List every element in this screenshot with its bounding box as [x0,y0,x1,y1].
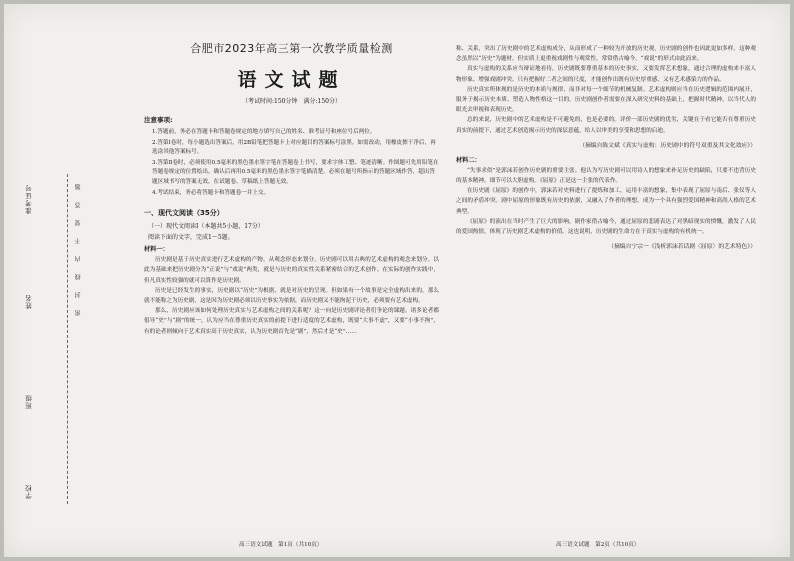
subsection-heading: （一）现代文阅读Ⅰ（本题共5小题，17分） [148,223,264,231]
exam-sheet [4,4,790,557]
notes-heading: 注意事项: [144,116,173,124]
class-label: 班级 [25,394,33,409]
paragraph: 称、关系，突出了历史剧中的艺术虚构成分，从而形成了一种较为开放的历史观，历史剧的创作也因此更加多样。这种观念虽然以“历史”为题材，但实质上更重视戏剧性与观赏性，常常借古喻今，“戏说”的形式由此而来。 [456,46,756,63]
source-citation: （摘编自宁宗一《浅析郭沫若话剧〈屈原〉的艺术特色》） [608,244,756,251]
page-footer-left: 高三语文试题 第1页（共10页） [239,542,323,548]
paragraph: 真实与虚构的关系应当辩证地看待，历史剧既要尊重基本的历史事实，又要发挥艺术想象，通过合理的虚构来丰富人物形象、增强戏剧冲突。只有把握好二者之间的尺度，才能创作出既有历史厚重感、又有艺术感染力的作品。 [456,66,756,83]
note-item: 1.答题前，务必在答题卡和答题卷规定的地方填写自己的姓名、准考证号和座位号后两位。 [152,129,376,135]
source-citation: （摘编自陈文斌《真实与虚构：历史剧中的符号双重及其文化效应》） [579,142,756,149]
binding-line [67,174,68,504]
binding-area [12,144,132,544]
material-label: 材料二： [456,156,481,164]
paragraph: 历史是已经发生的事实，历史剧以“历史”为根据，就是对历史的呈现。但如果有一个故事是完全虚构出来的，那么就不能称之为历史剧，这是因为历史剧必须以历史事实为依据，而历史剧又不能拘泥于历史，必须要有艺术虚构。 [144,287,439,304]
school-label: 学校 [25,484,33,499]
seal-line-text: 密 封 线 内 不 要 答 题 [75,184,82,316]
material-label: 材料一： [144,246,169,254]
subject-title: 语文试题 [237,69,346,91]
exam-info: （考试时间:150分钟 满分:150分） [242,98,341,105]
left-page [144,40,439,337]
paragraph: 总的来说，历史剧中的艺术虚构是不可避免的，也是必要的。评价一部历史剧的优劣，关键在于看它能否在尊重历史真实的前提下，通过艺术创造揭示历史的深层意蕴，给人以审美的享受和思想的启迪。 [456,117,756,134]
paragraph: “失事求似”是郭沫若创作历史剧的重要主张。他认为写历史剧可以用诗人的想象来补足历史的缺陷，只要不违背历史的基本精神，细节可以大胆虚构。《屈原》正是这一主张的代表作。 [456,167,756,185]
note-item: 2.答第Ⅰ卷时，每小题选出答案后，用2B铅笔把答题卡上对应题目的答案标号涂黑。如需改动，用橡皮擦干净后，再选涂其他答案标号。 [152,139,436,156]
paragraph: 在历史剧《屈原》的创作中，郭沫若对史料进行了提炼和加工，运用丰富的想象，集中表现了屈原与南后、张仪等人之间的矛盾冲突。剧中屈原的形象既有历史的依据，又融入了作者的理想，成为一个具有强烈爱国精神和高尚人格的艺术典型。 [456,188,756,215]
admission-number-label: 准考证号 [25,184,33,214]
right-page [456,44,756,256]
name-label: 姓名 [25,294,33,309]
note-item: 3.答第Ⅱ卷时，必须使用0.5毫米的黑色墨水签字笔在答题卷上书写，要求字体工整、笔迹清晰。作图题可先用铅笔在答题卷规定的位置绘出，确认后再用0.5毫米的黑色墨水签字笔描清楚。必须在题号所指示的答题区域作答，超出答题区域书写的答案无效，在试题卷、草稿纸上答题无效。 [152,159,439,185]
exam-title: 合肥市2023年高三第一次教学质量检测 [190,42,393,55]
paragraph: 那么，历史剧应该如何处理历史真实与艺术虚构之间的关系呢？这一向是历史剧评论者们争论的课题。诸多论者都倡导“史”与“剧”的统一，认为应当在尊重历史真实的前提下进行适度的艺术虚构，既要“大事不虚”，又要“小事不拘”，有的论者则倾向于艺术真实高于历史真实，认为历史剧首先是“剧”，然后才是“史”…… [144,308,439,335]
paragraph: 《屈原》的演出在当时产生了巨大的影响。剧作家借古喻今，通过屈原的悲剧表达了对黑暗现实的愤慨，激发了人民的爱国热情，体现了历史剧艺术虚构的价值。这也说明，历史剧的生命力在于真实与虚构的有机统一。 [456,218,756,236]
instruction: 阅读下面的文字，完成1～5题。 [148,234,234,242]
paragraph: 历史真实所体现的是历史的本质与规律，而非对每一个细节的机械复制。艺术虚构则应当在历史逻辑的范围内展开，服务于揭示历史本质、塑造人物性格这一目的。历史剧创作者需要在深入研究史料的基础上，把握时代精神，以当代人的眼光去审视和表现历史。 [456,86,756,114]
note-item: 4.考试结束，务必将答题卡和答题卷一并上交。 [152,189,270,196]
page-footer-right: 高三语文试题 第2页（共10页） [556,542,640,548]
section-heading: 一、现代文阅读（35分） [144,209,224,218]
paragraph: 历史剧是基于历史真实进行艺术虚构的产物。从观念形态来划分，历史剧可以用古典的艺术虚构的观念来划分。以此为基础来把历史剧分为“正说”与“戏说”两类，就是与历史的真实性关系紧密结合的艺术创作。在实际的创作实践中，但凡真实性较强的就可以算作是历史剧。 [144,257,439,284]
